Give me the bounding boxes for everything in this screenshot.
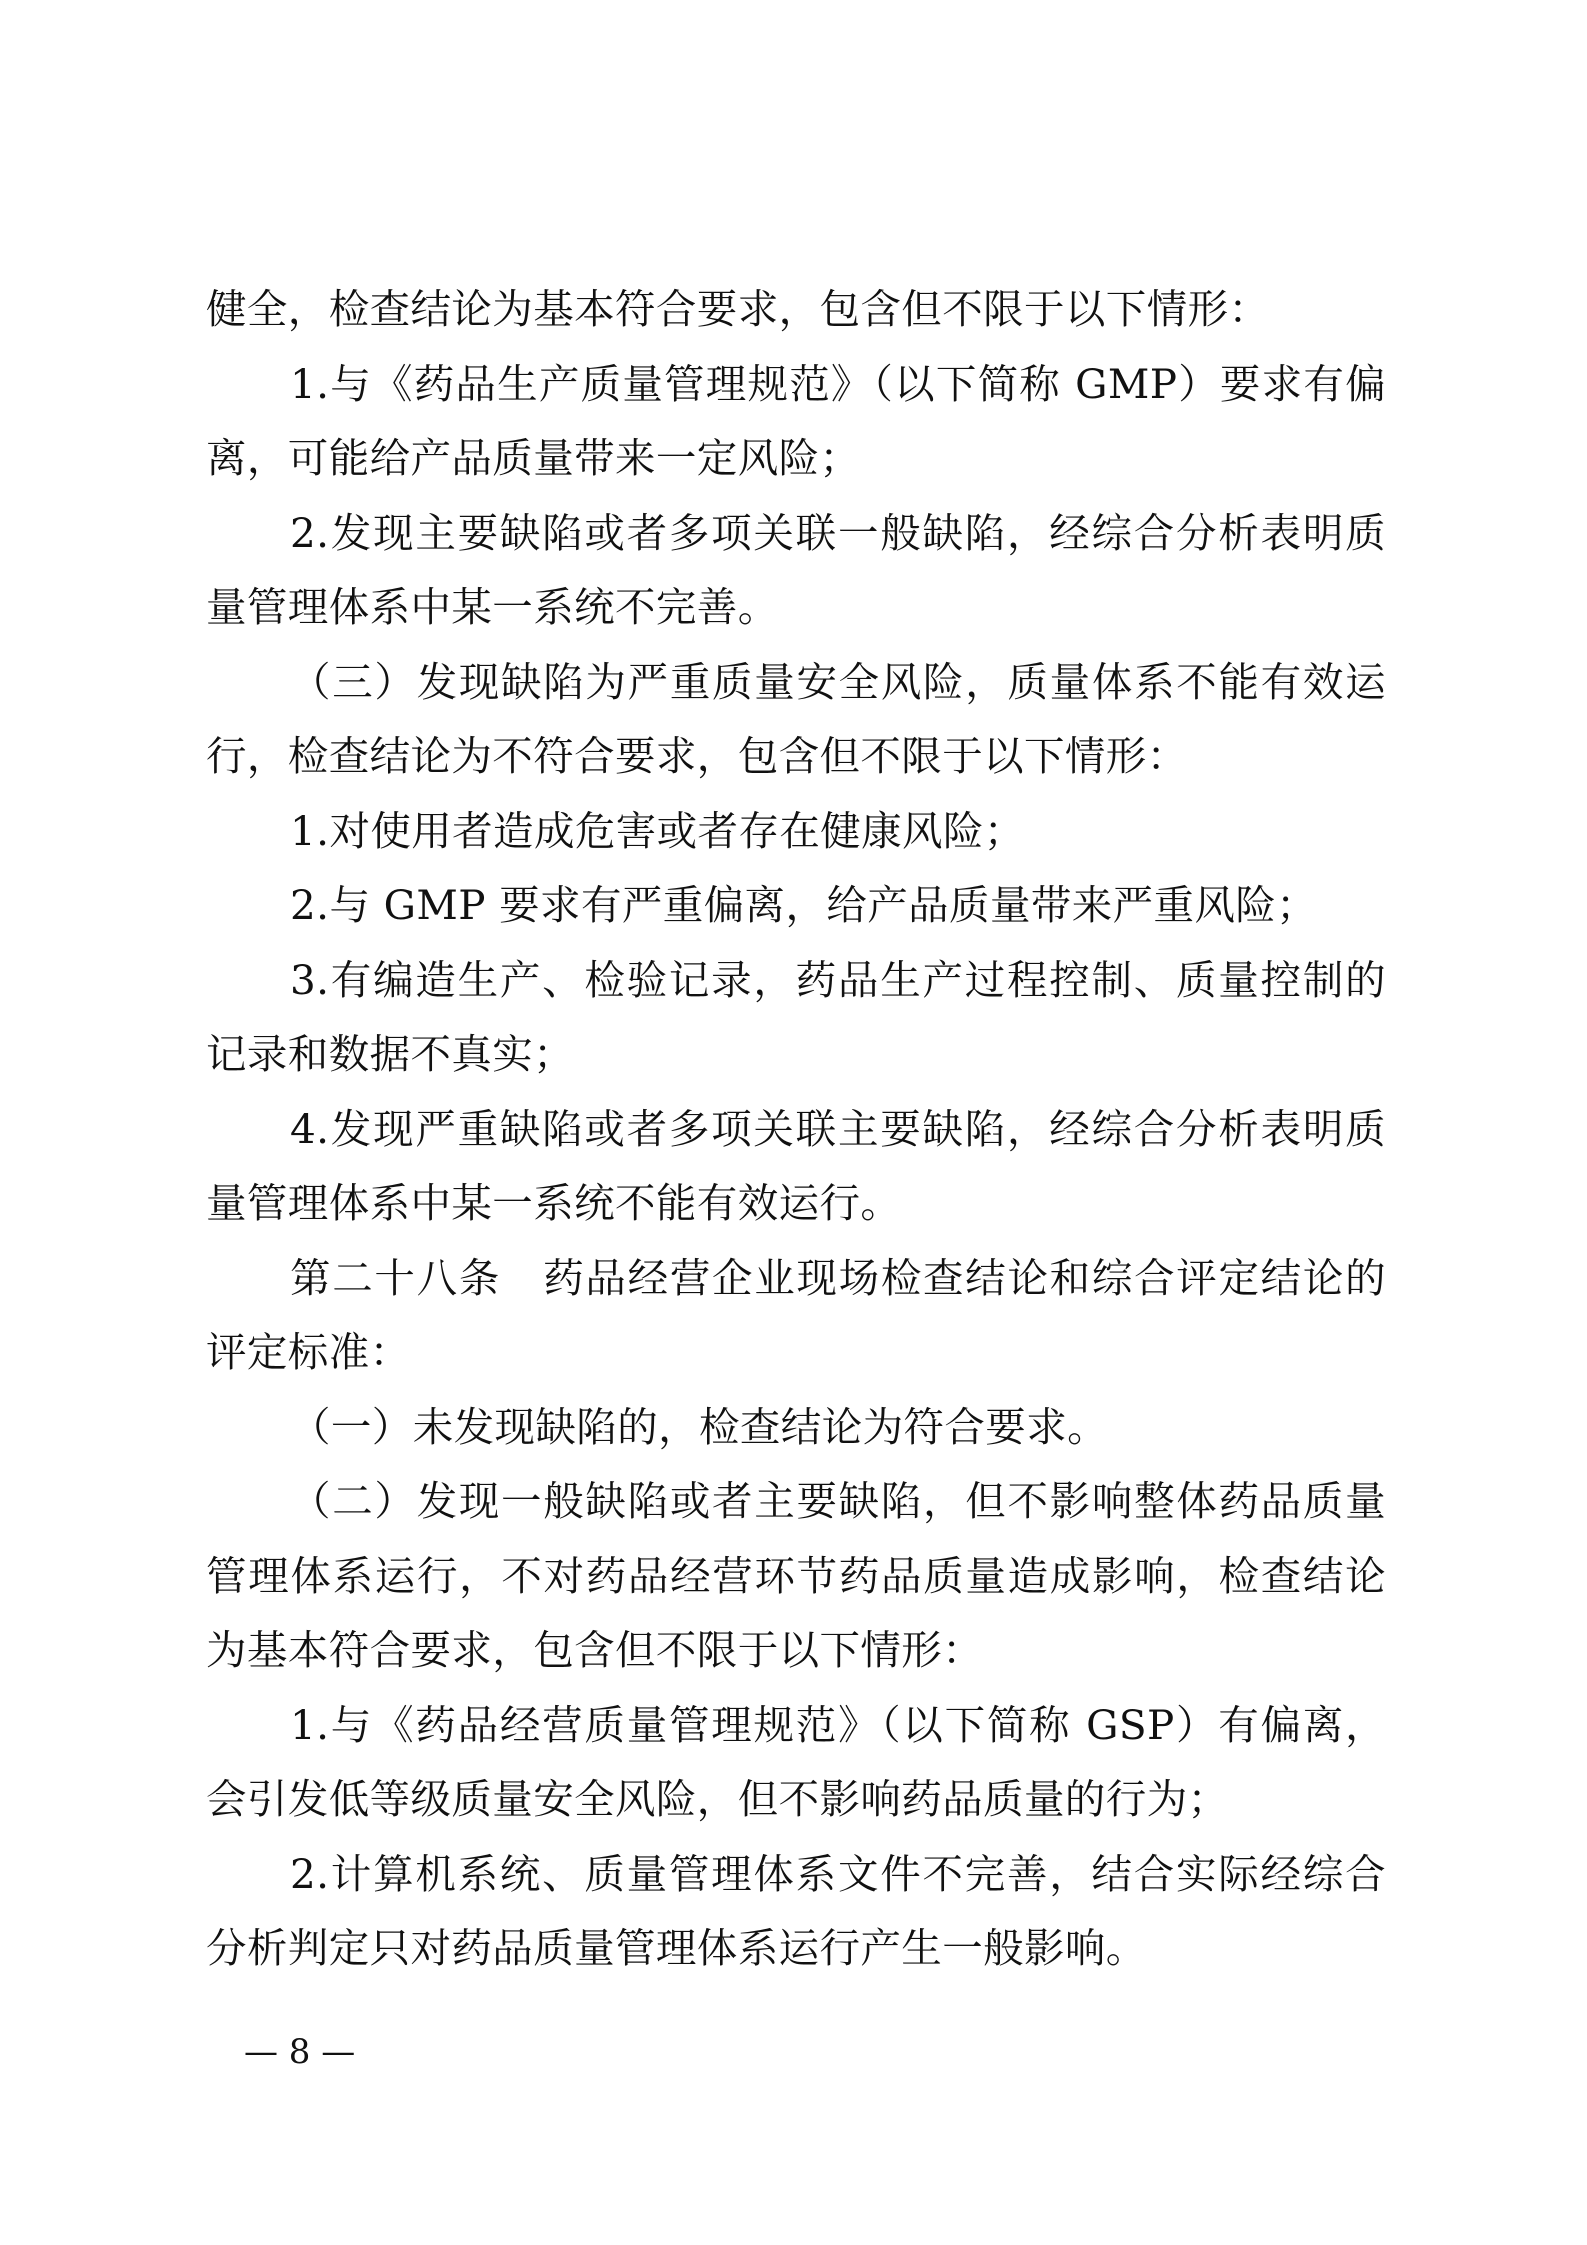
paragraph-section-one: （一）未发现缺陷的，检查结论为符合要求。 xyxy=(290,1402,1108,1451)
paragraph-section-two: （二）发现一般缺陷或者主要缺陷，但不影响整体药品质量管理体系运行，不对药品经营环节药品质量造成影响，检查结论为基本符合要求，包含但不限于以下情形： xyxy=(206,1477,1386,1674)
paragraph-item-major-defect: 2.发现主要缺陷或者多项关联一般缺陷，经综合分析表明质量管理体系中某一系统不完善。 xyxy=(206,508,1386,631)
paragraph-item-gmp-serious: 2.与 GMP 要求有严重偏离，给产品质量带来严重风险； xyxy=(290,881,1318,929)
paragraph-item-falsified-records: 3.有编造生产、检验记录，药品生产过程控制、质量控制的记录和数据不真实； xyxy=(206,955,1386,1078)
paragraph-item-computer-system: 2.计算机系统、质量管理体系文件不完善，结合实际经综合分析判定只对药品质量管理体系运行产生一般影响。 xyxy=(206,1849,1386,1972)
page-number: — 8 — xyxy=(244,2032,356,2072)
document-body xyxy=(206,272,1386,1986)
paragraph-item-critical-defect: 4.发现严重缺陷或者多项关联主要缺陷，经综合分析表明质量管理体系中某一系统不能有效运行。 xyxy=(206,1104,1386,1227)
paragraph-continuation: 健全，检查结论为基本符合要求，包含但不限于以下情形： xyxy=(206,285,1270,333)
paragraph-section-three: （三）发现缺陷为严重质量安全风险，质量体系不能有效运行，检查结论为不符合要求，包含但不限于以下情形： xyxy=(206,657,1386,780)
paragraph-item-gmp-deviation: 1.与《药品生产质量管理规范》（以下简称 GMP）要求有偏离，可能给产品质量带来一定风险； xyxy=(206,359,1386,482)
paragraph-item-gsp-deviation: 1.与《药品经营质量管理规范》（以下简称 GSP）有偏离，会引发低等级质量安全风险，但不影响药品质量的行为； xyxy=(206,1700,1386,1823)
paragraph-article-28: 第二十八条 药品经营企业现场检查结论和综合评定结论的评定标准： xyxy=(206,1253,1386,1376)
paragraph-item-harm: 1.对使用者造成危害或者存在健康风险； xyxy=(290,806,1025,855)
